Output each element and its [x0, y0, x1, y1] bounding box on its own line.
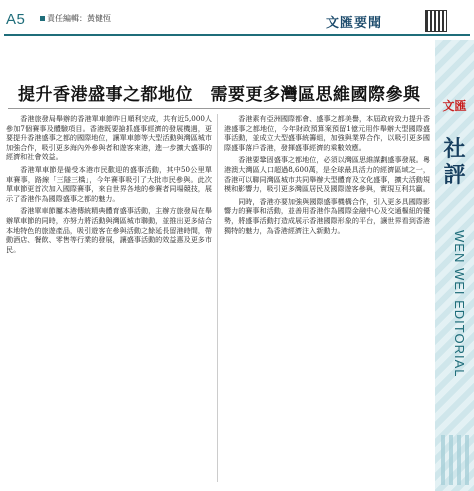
section-title: 文匯要聞 — [326, 16, 383, 31]
paragraph: 香港素有亞洲國際都會、盛事之都美譽，本屆政府致力提升香港盛事之都地位，今年財政預算案預留1億元用作舉辦大型國際盛事活動，並成立大型盛事統籌組，加強與業界合作，以吸引更多國際盛事落戶香港，發揮盛事經濟的乘數效應。 — [224, 114, 430, 152]
paragraph: 香港單車節屬本港傳統精典體育盛事活動，主辦方旅發局在舉辦單車節的同時，亦努力將活動與灣區城市聯動，並推出更多結合本地特色的旅遊產品，吸引遊客在參與活動之餘延長留港時間，帶動酒店、餐飲、零售等行業的發展，讓盛事活動的效益惠及更多市民。 — [6, 206, 212, 254]
paper-short-name: 文匯 — [442, 99, 467, 113]
qr-code-icon — [425, 10, 447, 32]
square-bullet-icon — [40, 16, 45, 21]
editorial-side-banner — [435, 40, 474, 491]
decorative-bars — [441, 435, 469, 485]
editorial-headline: 提升香港盛事之都地位 需要更多灣區思維國際參與 — [18, 85, 421, 105]
english-label-wrap — [443, 230, 467, 420]
page-header — [0, 0, 474, 40]
left-column — [6, 114, 212, 257]
column-name: 社評 — [443, 136, 466, 188]
editor-credit — [40, 13, 111, 24]
editor-text: 責任編輯：黃健恆 — [47, 14, 111, 23]
paragraph: 香港旅發局舉辦的香港單車節昨日順利完成，共有近5,000人參加7個賽事及體驗項目。香港既要搶抓盛事經濟的發展機遇，更要提升香港盛事之都的國際地位，讓單車節等大型活動與灣區城市加強合作，吸引更多海內外參與者和遊客來港，進一步擴大盛事的經濟和社會效益。 — [6, 114, 212, 162]
paragraph: 香港單車節是備受本港市民歡迎的盛事活動，其中50公里單車賽事，路線「三隧三橋」，今年賽事吸引了大批市民參與。此次單車節更首次加入國際賽事，來自世界各地的參賽者同場競技，展示了香港作為國際盛事之都的魅力。 — [6, 164, 212, 203]
header-divider — [4, 34, 470, 36]
right-column — [224, 114, 430, 238]
page-number: A5 — [6, 11, 26, 28]
column-divider — [217, 114, 218, 482]
paragraph: 同時，香港亦要加強與國際盛事機構合作，引入更多具國際影響力的賽事和活動，並善用香港作為國際金融中心及交通樞紐的優勢，將盛事活動打造成展示香港國際形象的平台，讓世界看到香港獨特的魅力，為香港經濟注入新動力。 — [224, 196, 430, 235]
headline-divider — [8, 108, 430, 109]
english-label: WEN WEI EDITORIAL — [452, 230, 467, 378]
paragraph: 香港要鞏固盛事之都地位，必須以灣區思維謀劃盛事發展。粵港澳大灣區人口超過8,600萬，是全球最具活力的經濟區域之一，香港可以聯同灣區城市共同舉辦大型體育及文化盛事，擴大活動規模和影響力，吸引更多灣區居民及國際遊客參與，實現互利共贏。 — [224, 155, 430, 194]
